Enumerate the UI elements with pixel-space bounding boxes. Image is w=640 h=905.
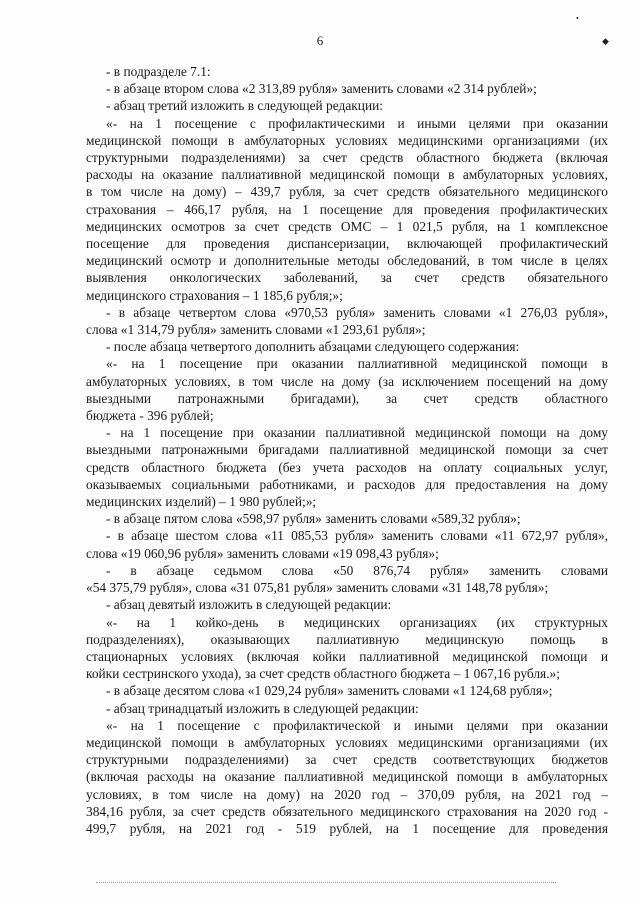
text-line: - после абзаца четвертого дополнить абзацами следующего содержания: (106, 339, 520, 355)
text-line: - в подразделе 7.1: (106, 64, 211, 79)
document-body (86, 63, 608, 837)
text-line: оказываемых социальными работниками, и расходов для предоставления на дому (86, 476, 608, 492)
text-line: расходы на оказание паллиативной медицинской помощи в амбулаторных условиях, (86, 167, 608, 183)
text-line: медицинской помощи в амбулаторных условиях медицинскими организациями (их (86, 132, 608, 148)
text-line: «- на 1 посещение с профилактическими и иными целями при оказании (106, 115, 608, 131)
text-line: медицинской помощи в амбулаторных условиях медицинскими организациями (их (86, 734, 608, 750)
text-line: - в абзаце втором слова «2 313,89 рубля» заменить словами «2 314 рублей»; (106, 81, 537, 97)
text-line: 499,7 рубля, на 2021 год - 519 рублей, на 1 посещение для проведения (86, 820, 608, 836)
text-line: - в абзаце пятом слова «598,97 рубля» заменить словами «589,32 рубля»; (106, 511, 521, 527)
text-line: «54 375,79 рубля», слова «31 075,81 рубля» заменить словами «31 148,78 рубля»; (86, 580, 549, 596)
text-line: стационарных условиях (включая койки паллиативной медицинской помощи и (86, 648, 608, 664)
text-line: медицинских изделий) – 1 980 рублей;»; (86, 494, 317, 510)
text-line: - абзац третий изложить в следующей редакции: (106, 98, 384, 114)
text-line: выездными патронажными бригадами), за счет средств областного (86, 390, 608, 406)
text-line: - в абзаце шестом слова «11 085,53 рубля» заменить словами «11 672,97 рубля», (106, 528, 608, 544)
scan-mark-top: • (576, 14, 579, 23)
text-line: «- на 1 койко-день в медицинских организациях (их структурных (106, 614, 608, 630)
text-line: (включая расходы на оказание паллиативной медицинской помощи в амбулаторных (86, 769, 608, 785)
text-line: - в абзаце седьмом слова «50 876,74 рубля» заменить словами (106, 562, 608, 578)
text-line: средств областного бюджета (без учета расходов на оплату социальных услуг, (86, 459, 608, 475)
text-line: амбулаторных условиях, в том числе на дому (за исключением посещений на дому (86, 373, 608, 389)
text-line: выявления онкологических заболеваний, за счет средств обязательного (86, 270, 608, 286)
text-line: условиях, в том числе на дому) на 2020 год – 370,09 рубля, на 2021 год – (86, 786, 608, 802)
text-line: слова «19 060,96 рубля» заменить словами «19 098,43 рубля»; (86, 545, 439, 561)
text-line: бюджета - 396 рублей; (86, 408, 214, 424)
scan-mark-right: ◆ (602, 36, 609, 46)
text-line: структурными подразделениями) за счет средств областного бюджета (включая (86, 150, 608, 166)
text-line: медицинский осмотр и дополнительные методы обследований, в том числе в целях (86, 253, 608, 269)
footer-rule (96, 882, 556, 883)
page-number: 6 (316, 33, 324, 48)
text-line: «- на 1 посещение с профилактической и иными целями при оказании (106, 717, 608, 733)
text-line: посещение для проведения диспансеризации, включающей профилактический (86, 236, 608, 252)
text-line: медицинских осмотров за счет средств ОМС – 1 021,5 рубля, на 1 комплексное (86, 218, 608, 234)
text-line: слова «1 314,79 рубля» заменить словами «1 293,61 рубля»; (86, 322, 426, 338)
text-line: в том числе на дому) – 439,7 рубля, за счет средств обязательного медицинского (86, 184, 608, 200)
text-line: медицинского страхования – 1 185,6 рубля;»; (86, 287, 343, 303)
text-line: 384,16 рубля, за счет средств обязательного медицинского страхования на 2020 год - (86, 803, 608, 819)
text-line: - в абзаце десятом слова «1 029,24 рубля» заменить словами «1 124,68 рубля»; (106, 683, 553, 699)
text-line: выездными патронажными бригадами паллиативной медицинской помощи за счет (86, 442, 608, 458)
text-line: койки сестринского ухода), за счет средств областного бюджета – 1 067,16 рубля.»; (86, 666, 560, 682)
text-line: структурными подразделениями) за счет средств соответствующих бюджетов (86, 752, 608, 768)
text-line: - абзац девятый изложить в следующей редакции: (106, 597, 392, 613)
text-line: страхования – 466,17 рубля, на 1 посещение для проведения профилактических (86, 201, 608, 217)
text-line: - абзац тринадцатый изложить в следующей редакции: (106, 700, 419, 716)
text-line: подразделениях), оказывающих паллиативную медицинскую помощь в (86, 631, 608, 647)
text-line: «- на 1 посещение при оказании паллиативной медицинской помощи в (106, 356, 608, 372)
text-line: - на 1 посещение при оказании паллиативной медицинской помощи на дому (106, 425, 608, 441)
text-line: - в абзаце четвертом слова «970,53 рубля» заменить словами «1 276,03 рубля», (106, 304, 608, 320)
